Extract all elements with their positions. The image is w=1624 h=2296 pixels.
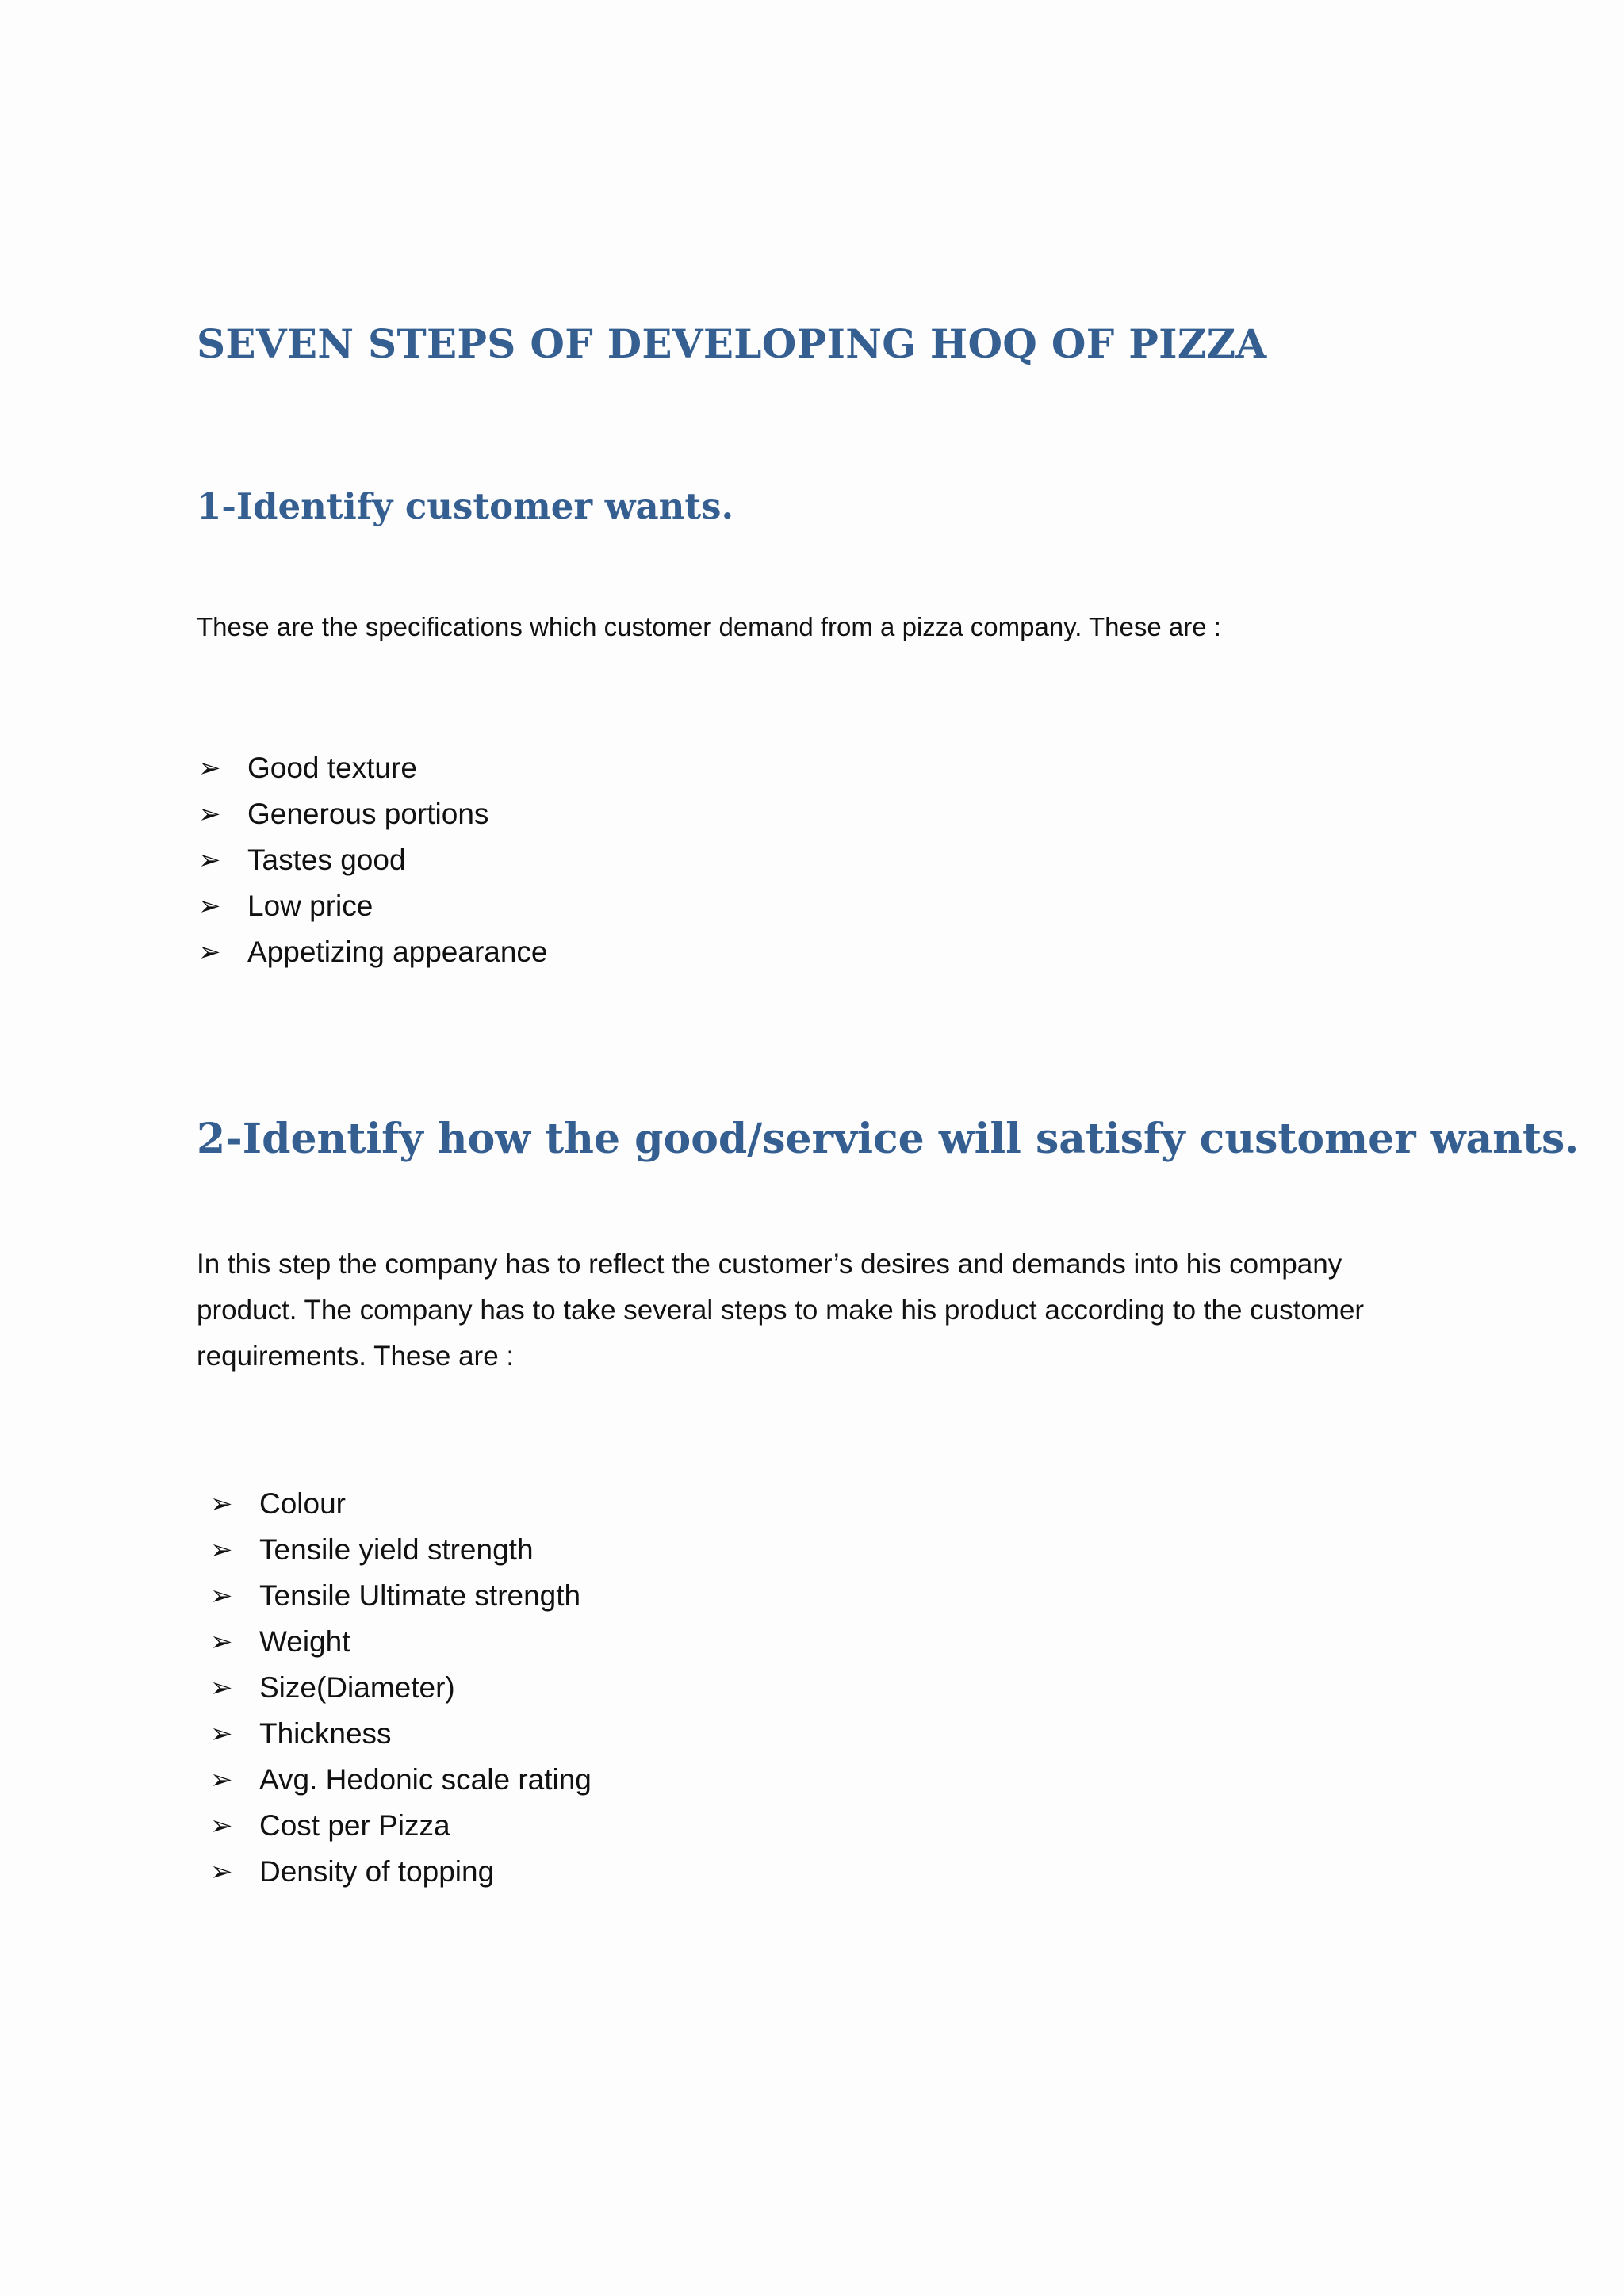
list-item-text: Good texture [247,752,417,784]
arrow-bullet-icon: ➢ [198,937,221,967]
list-item-text: Generous portions [247,798,489,830]
arrow-bullet-icon: ➢ [210,1581,233,1611]
list-item [198,791,548,837]
arrow-bullet-icon: ➢ [210,1627,233,1657]
list-item-text: Weight [259,1625,350,1658]
arrow-bullet-icon: ➢ [198,891,221,921]
section-2-heading: 2-Identify how the good/service will satisfy customer wants. [197,1115,1580,1163]
arrow-bullet-icon: ➢ [198,799,221,829]
list-item [210,1481,592,1527]
list-item-text: Density of topping [259,1855,495,1888]
list-item [210,1711,592,1757]
list-item [198,837,548,883]
list-item [210,1619,592,1665]
list-item-text: Colour [259,1487,346,1520]
list-item [198,883,548,929]
list-item-text: Thickness [259,1717,392,1750]
document-title: SEVEN STEPS OF DEVELOPING HOQ OF PIZZA [197,320,1267,367]
list-item [210,1849,592,1895]
section-2-list [210,1481,592,1895]
list-item-text: Tensile yield strength [259,1533,534,1566]
list-item-text: Low price [247,890,373,922]
list-item-text: Cost per Pizza [259,1809,450,1842]
list-item [198,929,548,975]
arrow-bullet-icon: ➢ [210,1719,233,1749]
list-item [210,1803,592,1849]
arrow-bullet-icon: ➢ [210,1535,233,1565]
list-item-text: Tastes good [247,844,406,876]
arrow-bullet-icon: ➢ [210,1489,233,1519]
arrow-bullet-icon: ➢ [198,845,221,875]
section-2-intro: In this step the company has to reflect the customer’s desires and demands into his company product. The company has to take several steps to make his product according to the customer requirements. These are : [197,1249,1365,1372]
arrow-bullet-icon: ➢ [198,753,221,783]
list-item [210,1527,592,1573]
arrow-bullet-icon: ➢ [210,1765,233,1795]
section-1-heading: 1-Identify customer wants. [197,485,734,527]
list-item [210,1757,592,1803]
list-item-text: Avg. Hedonic scale rating [259,1763,592,1796]
list-item-text: Size(Diameter) [259,1671,455,1704]
list-item [210,1665,592,1711]
list-item-text: Tensile Ultimate strength [259,1579,581,1612]
section-1-intro: These are the specifications which customer demand from a pizza company. These are : [197,612,1221,641]
arrow-bullet-icon: ➢ [210,1673,233,1703]
list-item-text: Appetizing appearance [247,936,548,968]
list-item [210,1573,592,1619]
list-item [198,745,548,791]
arrow-bullet-icon: ➢ [210,1811,233,1841]
arrow-bullet-icon: ➢ [210,1857,233,1887]
section-1-list [198,745,548,975]
